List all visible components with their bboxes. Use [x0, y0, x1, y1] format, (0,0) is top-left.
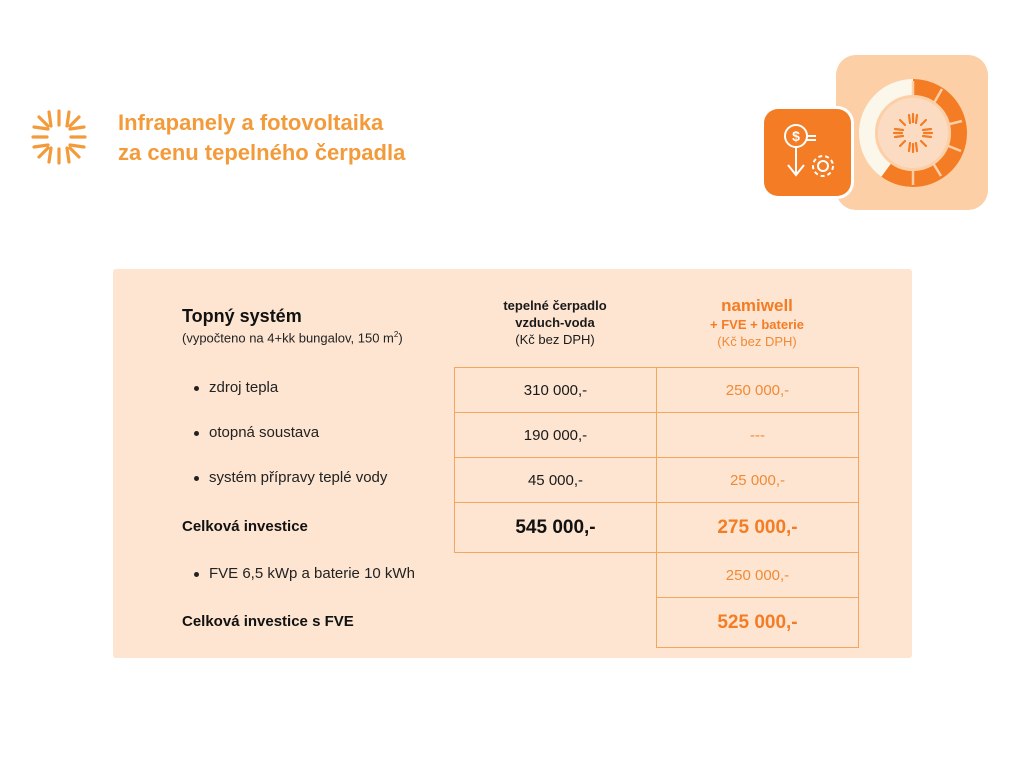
table-cell: 45 000,-	[454, 457, 657, 503]
donut-chart-icon	[857, 77, 969, 189]
column-header-heat-pump: tepelné čerpadlo vzduch-voda (Kč bez DPH)	[503, 298, 607, 347]
table-cell: 250 000,-	[656, 367, 859, 413]
table-cell: 250 000,-	[656, 552, 859, 598]
total-heat-pump: 545 000,-	[454, 502, 657, 553]
price-table	[454, 367, 858, 648]
total-with-fve: 525 000,-	[656, 597, 859, 648]
row-label-total-with-fve: Celková investice s FVE	[182, 613, 354, 630]
column-header-namiwell: namiwell + FVE + baterie (Kč bez DPH)	[710, 296, 804, 349]
table-cell: 310 000,-	[454, 367, 657, 413]
row-label-heating-system: otopná soustava	[182, 424, 319, 441]
table-cell: 190 000,-	[454, 412, 657, 458]
table-cell: 25 000,-	[656, 457, 859, 503]
row-label-hot-water: systém přípravy teplé vody	[182, 469, 387, 486]
row-label-total-investment: Celková investice	[182, 518, 308, 535]
svg-text:$: $	[792, 128, 800, 144]
page-title-line1: Infrapanely a fotovoltaika	[118, 110, 384, 135]
page-title	[118, 108, 405, 168]
cost-reduction-icon	[764, 109, 851, 196]
heating-system-title: Topný systém	[182, 306, 302, 326]
sun-logo-icon	[30, 108, 88, 166]
row-label-heat-source: zdroj tepla	[182, 379, 278, 396]
cost-reduction-badge	[764, 109, 851, 196]
row-label-fve: FVE 6,5 kWp a baterie 10 kWh	[182, 565, 415, 582]
total-namiwell: 275 000,-	[656, 502, 859, 553]
page-title-line2: za cenu tepelného čerpadla	[118, 140, 406, 165]
heating-system-subtitle: (vypočteno na 4+kk bungalov, 150 $m^2$)	[182, 330, 403, 346]
comparison-panel	[113, 269, 912, 658]
table-cell: ---	[656, 412, 859, 458]
table-heading	[182, 305, 403, 345]
donut-badge	[836, 55, 988, 210]
